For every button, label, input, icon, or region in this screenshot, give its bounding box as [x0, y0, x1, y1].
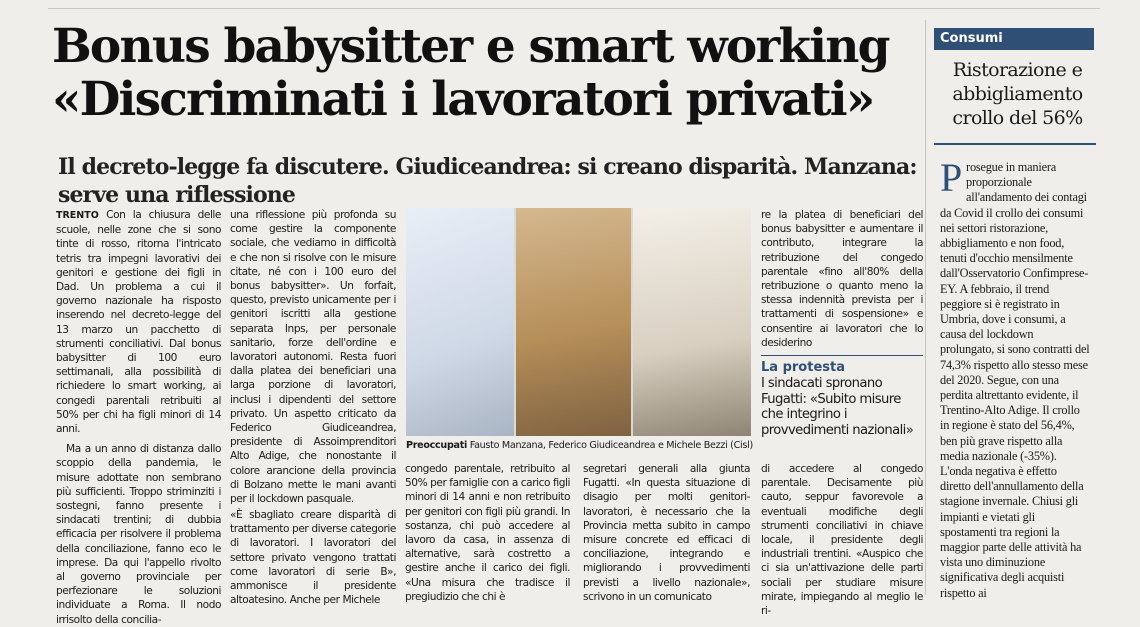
article-column-3	[405, 462, 570, 603]
drop-cap: P	[940, 155, 963, 200]
sidebar-section-tag: Consumi	[934, 28, 1094, 50]
headline-line-2: «Discriminati i lavoratori privati»	[52, 72, 874, 127]
sidebar-rule	[934, 143, 1096, 145]
dateline: TRENTO	[56, 210, 99, 221]
sidebar-body	[940, 155, 1090, 600]
article-column-5b	[761, 462, 923, 618]
headline-line-1: Bonus babysitter e smart working	[52, 19, 889, 74]
top-rule	[48, 8, 1100, 9]
article-text-1: Con la chiusura delle scuole, nelle zone che si sono tinte di rosso, ritorna l'intricato tetris tra impegni lavorativi dei genitori e gestione dei figli in Dad. Un problema a cui il governo nazionale ha risposto inserendo nel decreto-legge del 13 marzo un pacchetto di strumenti conciliativi. Dal bonus babysitter di 100 euro settimanali, alla possibilità di richiedere lo smart working, ai congedi parentali retribuiti al 50% per chi ha figli minori di 14 anni.	[56, 209, 221, 436]
photo-person-bezzi	[633, 208, 751, 436]
article-text-5: re la platea di beneficiari del bonus babysitter e aumentare il contributo, integrare la retribuzione del congedo parentale «fino all'80% della retribuzione o quanto meno la stessa indennità prevista per i trattamenti di sospensione» e consentire ai lavoratori che lo desiderino	[761, 209, 923, 349]
protesta-label: La protesta	[761, 360, 845, 375]
headline	[52, 20, 922, 126]
article-text-2: una riflessione più profonda su come gestire la componente sociale, che vediamo in difficoltà e che non si risolve con le misure citate, né con i 100 euro del bonus babysitter». Un forfait, questo, previsto unicamente per i genitori iscritti alla gestione separata Inps, per personale sanitario, forze dell'ordine e lavoratori autonomi. Resta fuori dalla platea dei beneficiari una larga porzione di lavoratori, inclusi i dipendenti del settore privato. Un aspetto criticato da Federico Giudiceandrea, presidente di Assoimprenditori Alto Adige, che nonostante il colore arancione della provincia di Bolzano mette le mani avanti per il lockdown pasquale.	[230, 209, 396, 506]
protesta-text: I sindacati spronano Fugatti: «Subito misure che integrino i provvedimenti nazionali»	[761, 376, 914, 438]
photo-person-giudiceandrea	[516, 208, 631, 436]
article-column-2b	[230, 508, 396, 607]
article-text-3: congedo parentale, retribuito al 50% per famiglie con a carico figli minori di 14 anni e non retribuito per genitori con figli più grandi. In sostanza, chi può accedere al lavoro da casa, in assenza di alternative, sarà costretto a gestire anche il carico dei figli. «Una misura che tradisce il pregiudizio che chi è	[405, 463, 570, 603]
article-column-2	[230, 208, 396, 506]
article-column-1	[56, 208, 221, 626]
article-text-2b: «È sbagliato creare disparità di trattamento per diverse categorie di lavoratori. I lavoratori del settore privato vengono trattati come lavoratori di serie B», ammonisce il presidente altoatesino. Anche per Michele	[230, 509, 396, 607]
photo-person-manzana	[406, 208, 514, 436]
sidebar-title: Ristorazione e abbigliamento crollo del 56%	[952, 59, 1083, 129]
article-text-4: segretari generali alla giunta Fugatti. «In questa situazione di disagio per molti genitori-lavoratori, è necessario che la Provincia metta subito in campo misure concrete ed efficaci di conciliazione, integrando e migliorando i provvedimenti previsti a livello nazionale», scrivono in un comunicato	[583, 463, 750, 603]
article-text-5b: di accedere al congedo parentale. Decisamente più cauto, seppur favorevole a eventuali modifiche degli strumenti conciliativi in chiave locale, il presidente degli industriali trentini. «Auspico che ci sia un'attivazione delle parti sociali per studiare misure mirate, impiegando al meglio le ri-	[761, 463, 923, 618]
caption-label: Preoccupati	[406, 440, 467, 451]
article-text-1b: Ma a un anno di distanza dallo scoppio della pandemia, le misure adottate non sembrano più sufficienti. Troppo striminziti i sostegni, fanno presente i sindacati trentini; di dubbia efficacia per risolvere il problema della conciliazione, fanno eco le imprese. Da qui l'appello rivolto al governo provinciale per perfezionare le soluzioni individuate a Roma. Il nodo irrisolto della concilia-	[56, 443, 221, 626]
news-photo	[406, 208, 751, 436]
caption-text: Fausto Manzana, Federico Giudiceandrea e Michele Bezzi (Cisl)	[469, 440, 753, 451]
article-column-5	[761, 208, 923, 349]
column-divider	[925, 20, 926, 595]
article-column-4	[583, 462, 750, 603]
protesta-rule	[761, 355, 923, 356]
subheadline: Il decreto-legge fa discutere. Giudiceandrea: si creano disparità. Manzana: serve una riflessione	[58, 154, 917, 208]
sidebar-body-text: rosegue in maniera proporzionale all'andamento dei contagi da Covid il crollo dei consumi nei settori ristorazione, abbigliamento e non food, tenuti d'occhio mensilmente dall'Osservatorio Confimprese-EY. A febbraio, il trend peggiore si è registrato in Umbria, dove i consumi, a causa del lockdown prolungato, si sono contratti del 74,3% rispetto allo stesso mese del 2020. Segue, con una perdita altrettanto evidente, il Trentino-Alto Adige. Il crollo in regione è stato del 56,4%, ben più grave rispetto alla media nazionale (-35%). L'onda negativa è effetto diretto dell'annullamento della stagione invernale. Chiusi gli impianti e vietati gli spostamenti tra regioni la maggior parte delle attività ha vista uno diminuzione significativa degli acquisti rispetto ai	[940, 160, 1090, 600]
photo-caption	[406, 440, 756, 451]
